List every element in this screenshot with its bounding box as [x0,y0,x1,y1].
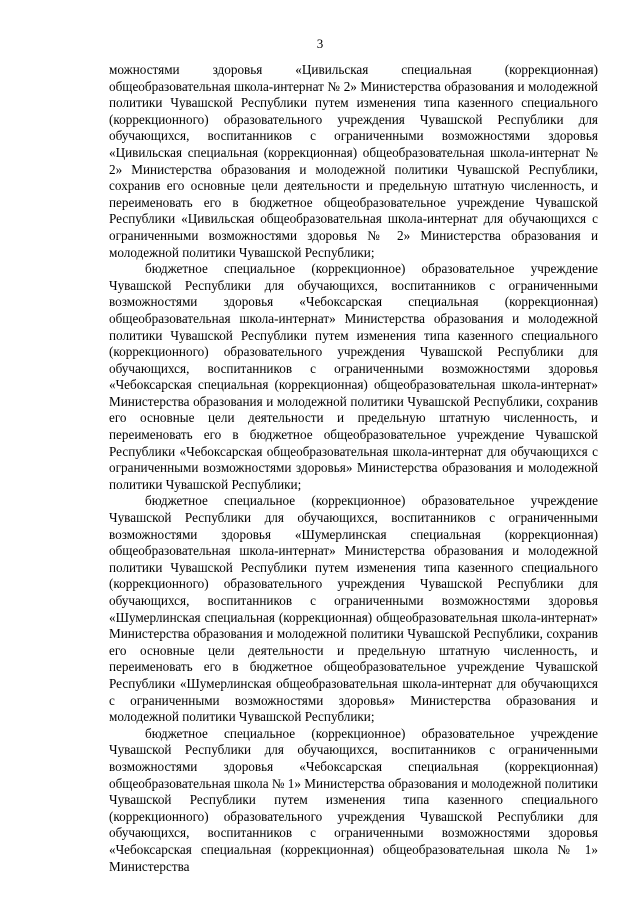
paragraph-tsivilskaya-continuation: можностями здоровья «Цивильская специальная (коррекционная) общеобразовательная школа-интернат № 2» Министерства образования и молодежной политики Чувашской Республики путем изменения типа казенного специального (коррекционного) образовательного учреждения Чувашской Республики для обучающихся, воспитанников с ограниченными возможностями здоровья «Цивильская специальная (коррекционная) общеобразовательная школа-интернат № 2» Министерства образования и молодежной политики Чувашской Республики, сохранив его основные цели деятельности и предельную штатную численность, и переименовать его в бюджетное общеобразовательное учреждение Чувашской Республики «Цивильская общеобразовательная школа-интернат для обучающихся с ограниченными возможностями здоровья № 2» Министерства образования и молодежной политики Чувашской Республики; [109,62,598,260]
paragraph-cheboksarskaya-school-1: бюджетное специальное (коррекционное) образовательное учреждение Чувашской Республики для обучающихся, воспитанников с ограниченными возможностями здоровья «Чебоксарская специальная (коррекционная) общеобразовательная школа № 1» Министерства образования и молодежной политики Чувашской Республики путем изменения типа казенного специального (коррекционного) образовательного учреждения Чувашской Республики для обучающихся, воспитанников с ограниченными возможностями здоровья «Чебоксарская специальная (коррекционная) общеобразовательная школа № 1» Министерства [109,725,598,874]
paragraph-shumerlinskaya-internat: бюджетное специальное (коррекционное) образовательное учреждение Чувашской Республики для обучающихся, воспитанников с ограниченными возможностями здоровья «Шумерлинская специальная (коррекционная) общеобразовательная школа-интернат» Министерства образования и молодежной политики Чувашской Республики путем изменения типа казенного специального (коррекционного) образовательного учреждения Чувашской Республики для обучающихся, воспитанников с ограниченными возможностями здоровья «Шумерлинская специальная (коррекционная) общеобразовательная школа-интернат» Министерства образования и молодежной политики Чувашской Республики, сохранив его основные цели деятельности и предельную штатную численность, и переименовать его в бюджетное общеобразовательное учреждение Чувашской Республики «Шумерлинская общеобразовательная школа-интернат для обучающихся с ограниченными возможностями здоровья» Министерства образования и молодежной политики Чувашской Республики; [109,493,598,725]
document-body [109,62,598,875]
page-number: 3 [316,36,324,51]
paragraph-cheboksarskaya-internat: бюджетное специальное (коррекционное) образовательное учреждение Чувашской Республики для обучающихся, воспитанников с ограниченными возможностями здоровья «Чебоксарская специальная (коррекционная) общеобразовательная школа-интернат» Министерства образования и молодежной политики Чувашской Республики путем изменения типа казенного специального (коррекционного) образовательного учреждения Чувашской Республики для обучающихся, воспитанников с ограниченными возможностями здоровья «Чебоксарская специальная (коррекционная) общеобразовательная школа-интернат» Министерства образования и молодежной политики Чувашской Республики, сохранив его основные цели деятельности и предельную штатную численность, и переименовать его в бюджетное общеобразовательное учреждение Чувашской Республики «Чебоксарская общеобразовательная школа-интернат для обучающихся с ограниченными возможностями здоровья» Министерства образования и молодежной политики Чувашской Республики; [109,261,598,492]
